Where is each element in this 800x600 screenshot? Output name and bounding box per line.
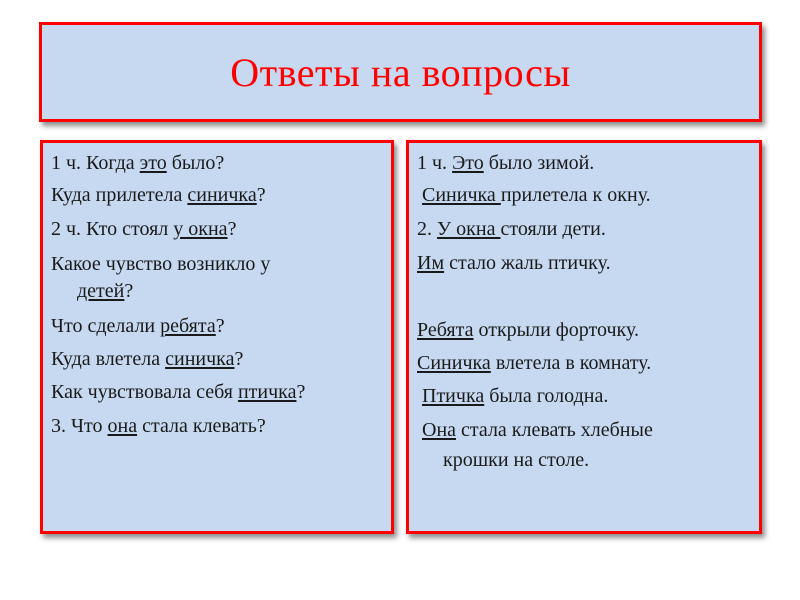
text-segment: ? (227, 218, 237, 240)
text-segment: 3. Что (51, 415, 108, 437)
answer-line-2 (417, 183, 651, 207)
underlined-word: Им (417, 252, 445, 274)
answer-line-6 (417, 351, 651, 375)
underlined-word: Это (452, 152, 484, 174)
text-segment: было зимой. (483, 152, 595, 174)
text-segment: 2 ч. Кто стоял (51, 218, 174, 240)
title-panel (39, 22, 762, 122)
text-segment: ? (256, 184, 266, 206)
answers-list (409, 143, 759, 531)
underlined-word: Она (422, 419, 457, 441)
underlined-word: ребята (160, 315, 216, 337)
question-line-4 (51, 252, 270, 276)
question-line-5 (77, 279, 133, 303)
answer-line-9 (443, 448, 589, 472)
underlined-word: синичка (187, 184, 257, 206)
text-segment: стояли дети. (500, 218, 606, 240)
underlined-word: у окна (173, 218, 228, 240)
underlined-word: это (139, 152, 167, 174)
text-segment: Куда прилетела (51, 184, 188, 206)
text-segment: ? (296, 381, 306, 403)
question-line-9 (51, 414, 266, 438)
text-segment: стала клевать? (137, 415, 266, 437)
question-line-7 (51, 347, 243, 371)
underlined-word: Синичка (422, 184, 501, 206)
underlined-word: птичка (237, 381, 297, 403)
question-line-3 (51, 217, 236, 241)
underlined-word: У окна (437, 218, 501, 240)
answer-line-3 (417, 217, 606, 241)
underlined-word: Птичка (422, 385, 485, 407)
text-segment: влетела в комнату. (490, 352, 652, 374)
text-segment: 1 ч. Когда (51, 152, 140, 174)
text-segment: Какое чувство возникло у (51, 253, 271, 275)
question-line-8 (51, 380, 305, 404)
underlined-word: синичка (165, 348, 235, 370)
text-segment: стало жаль птичку. (444, 252, 611, 274)
text-segment: крошки на столе. (443, 449, 590, 471)
text-segment: была голодна. (484, 385, 609, 407)
answer-line-1 (417, 151, 594, 175)
question-line-2 (51, 183, 266, 207)
underlined-word: детей (77, 280, 125, 302)
slide-title: Ответы на вопросы (230, 50, 571, 95)
underlined-word: она (107, 415, 138, 437)
text-segment: открыли форточку. (473, 319, 639, 341)
question-line-1 (51, 151, 224, 175)
answer-line-7 (417, 384, 608, 408)
text-segment: ? (234, 348, 244, 370)
text-segment: 1 ч. (417, 152, 453, 174)
questions-list (43, 143, 391, 531)
text-segment: 2. (417, 218, 437, 240)
text-segment: было? (166, 152, 225, 174)
question-line-6 (51, 314, 225, 338)
underlined-word: Синичка (417, 352, 491, 374)
answer-line-8 (417, 418, 653, 442)
answer-line-5 (417, 318, 639, 342)
text-segment: прилетела к окну. (500, 184, 651, 206)
text-segment: ? (215, 315, 225, 337)
answers-panel (406, 140, 762, 534)
text-segment: ? (124, 280, 134, 302)
questions-panel (40, 140, 394, 534)
underlined-word: Ребята (417, 319, 474, 341)
text-segment: Куда влетела (51, 348, 166, 370)
text-segment: Что сделали (51, 315, 161, 337)
text-segment: Как чувствовала себя (51, 381, 238, 403)
text-segment: стала клевать хлебные (456, 419, 653, 441)
answer-line-4 (417, 251, 611, 275)
